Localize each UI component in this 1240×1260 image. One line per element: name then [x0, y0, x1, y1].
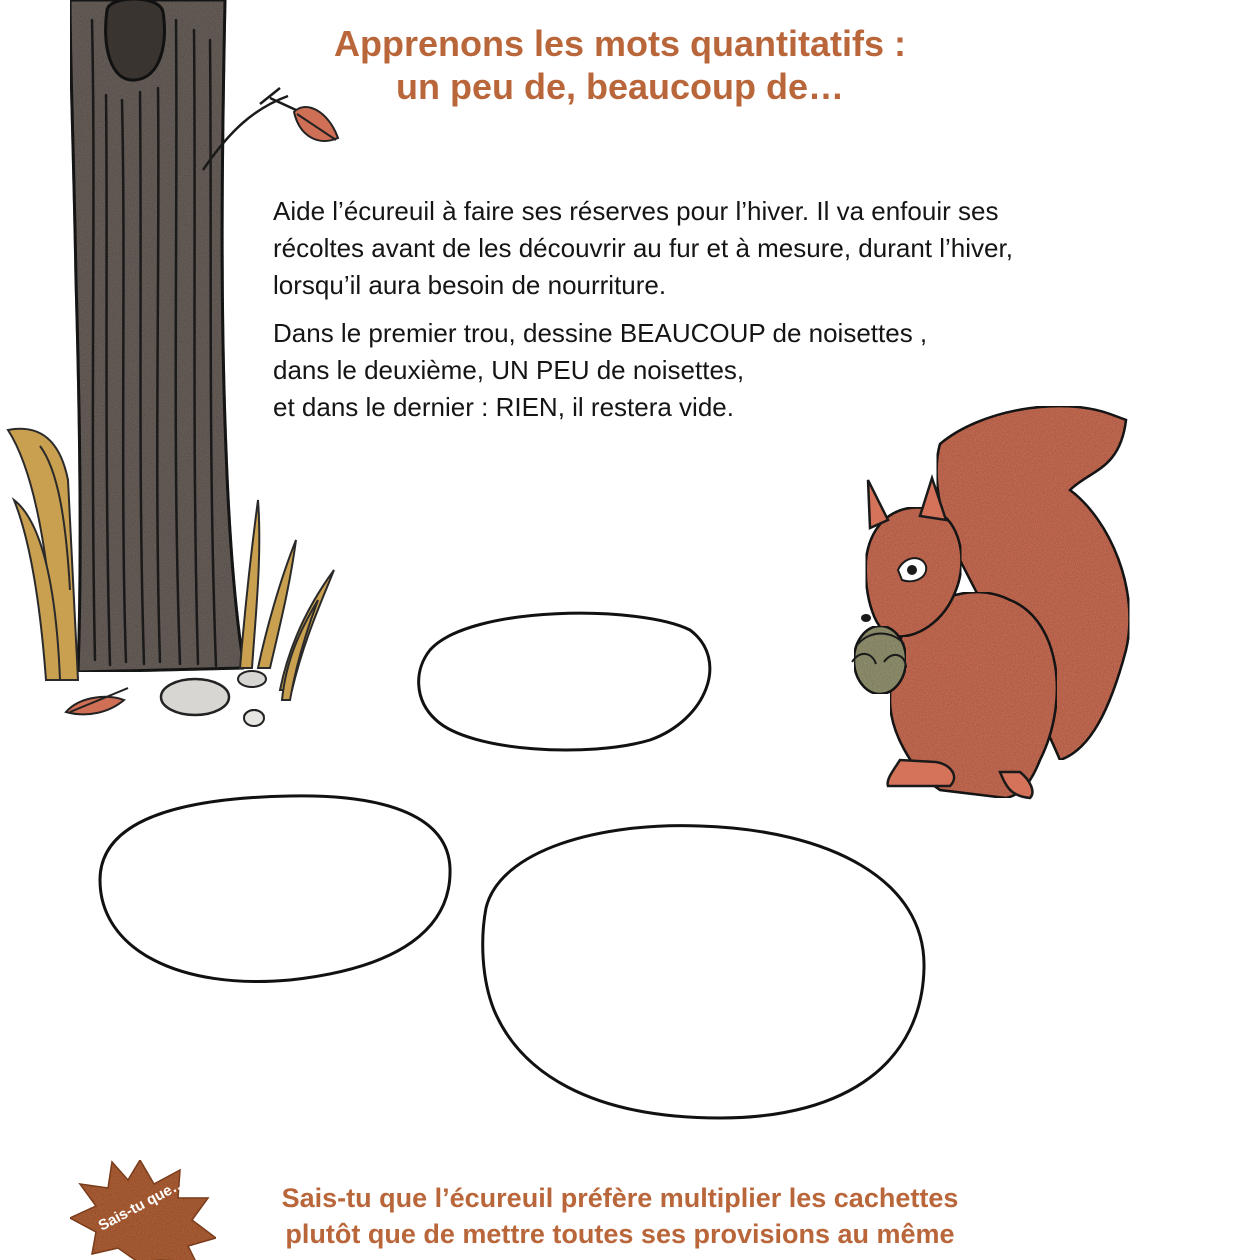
- instructions-paragraph-2: [273, 315, 1153, 426]
- leaf-icon: [294, 107, 338, 141]
- instructions-line: lorsqu’il aura besoin de nourriture.: [273, 270, 667, 300]
- instructions-paragraph-1: [273, 193, 1153, 304]
- hole-3[interactable]: [483, 826, 924, 1118]
- acorn-icon: [244, 710, 264, 726]
- hazelnut-icon: [852, 626, 906, 694]
- leaf-icon: [66, 688, 128, 714]
- badge-label: Sais-tu que…: [95, 1174, 189, 1235]
- fun-fact-line-2: plutôt que de mettre toutes ses provisions au même: [285, 1219, 955, 1249]
- title-line-2: un peu de, beaucoup de…: [395, 66, 845, 107]
- page-title: [230, 22, 1010, 108]
- instructions-line: dans le deuxième, UN PEU de noisettes,: [273, 355, 745, 385]
- squirrel-icon: [861, 406, 1129, 798]
- grass-icon: [240, 500, 334, 700]
- grass-icon: [8, 429, 78, 680]
- hole-1[interactable]: [419, 613, 710, 750]
- instructions-line: Dans le premier trou, dessine BEAUCOUP de noisettes ,: [273, 318, 928, 348]
- instructions-line: Aide l’écureuil à faire ses réserves pour l’hiver. Il va enfouir ses: [273, 196, 999, 226]
- fun-fact: [220, 1180, 1020, 1252]
- stone-icon: [161, 679, 229, 715]
- hole-2[interactable]: [100, 796, 450, 982]
- title-line-1: Apprenons les mots quantitatifs :: [333, 23, 907, 64]
- instructions-line: et dans le dernier : RIEN, il restera vide.: [273, 392, 734, 422]
- instructions-line: récoltes avant de les découvrir au fur et à mesure, durant l’hiver,: [273, 233, 1013, 263]
- instructions: [273, 193, 1153, 437]
- fun-fact-line-1: Sais-tu que l’écureuil préfère multiplier les cachettes: [281, 1183, 959, 1213]
- stone-icon: [238, 671, 266, 687]
